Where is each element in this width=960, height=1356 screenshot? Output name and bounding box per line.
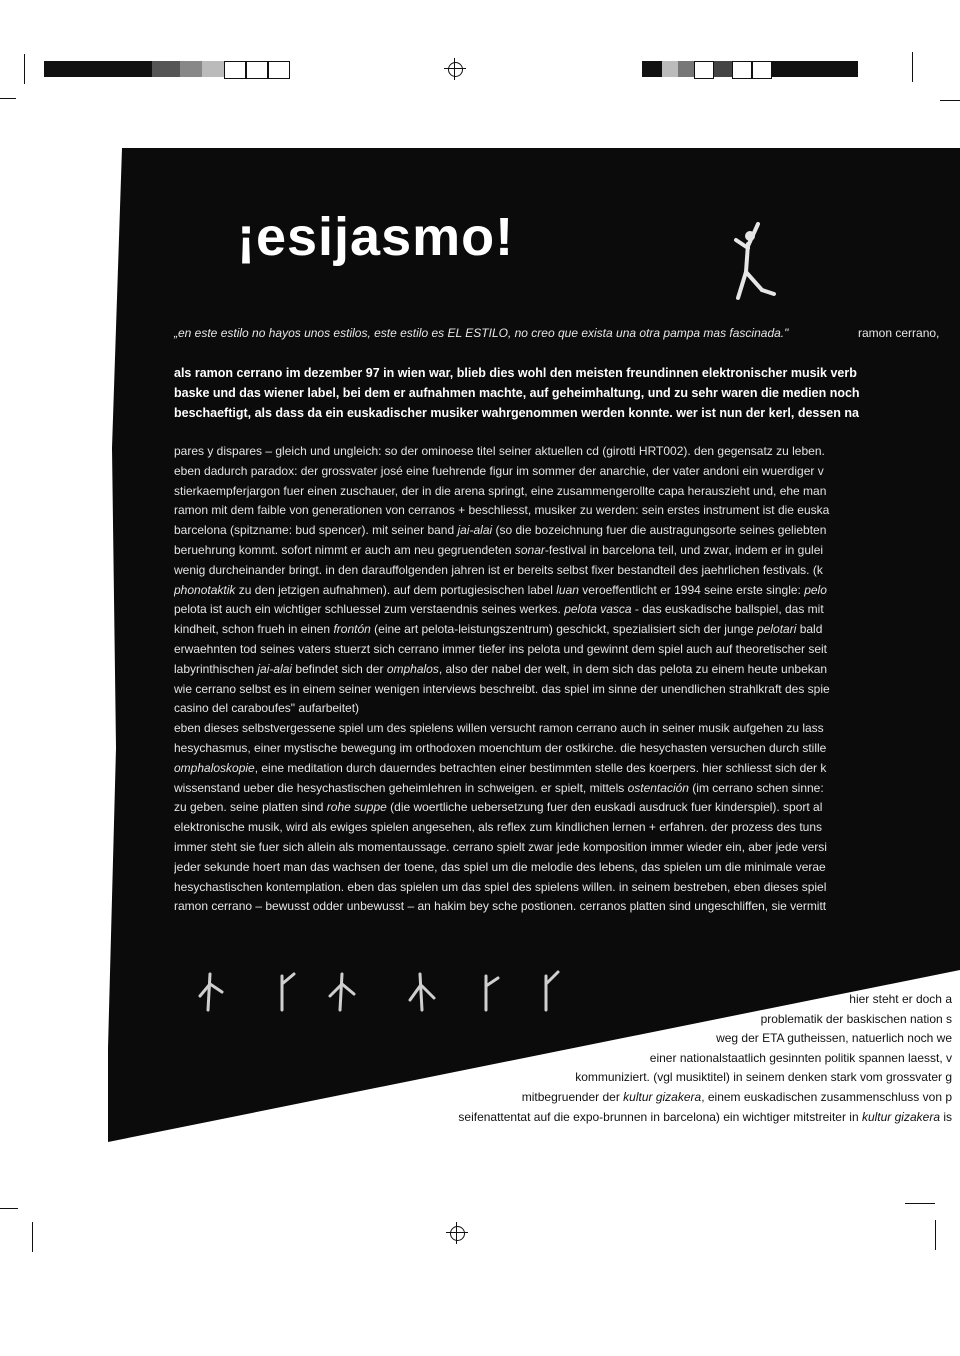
body-text-line: barcelona (spitzname: bud spencer). mit seiner band jai-alai (so die bozeichnung fuer die austragungsorte seines geliebten: [174, 523, 827, 538]
body-text-line: phonotaktik zu den jetzigen aufnahmen). auf dem portugiesischen label luan veroeffentlicht er 1994 seine erste single: pelo: [174, 582, 827, 597]
body-text-line: hesychasmus, einer mystische bewegung im orthodoxen moenchtum der ostkirche. die hesychasten versuchen durch stille: [174, 741, 827, 755]
crop-mark-bottom-left-h: [0, 1208, 18, 1209]
body-text-line: stierkaempferjargon fuer einen zuschauer, der in die arena springt, eine zusammengerollte capa herauszieht und, ehe man: [174, 483, 827, 498]
body-text-line: beruehrung kommt. sofort nimmt er auch am neu gegruendeten sonar-festival in barcelona teil, und zwar, indem er in gulei: [174, 543, 824, 557]
crop-mark-bottom-right-h: [905, 1203, 935, 1204]
body-text-line: wissenstand ueber die hesychastischen geheimlehren in schweigen. er spielt, mittels ostentación (im cerrano schen sinne:: [174, 780, 824, 795]
opening-quote: „en este estilo no hayos unos estilos, este estilo es EL ESTILO, no creo que exista una otra pampa mas fascinada.": [174, 326, 789, 340]
crop-mark-top-left: [24, 54, 25, 84]
crop-mark-bottom-right: [935, 1220, 936, 1250]
continuation-text-line: einer nationalstaatlich gesinnten politik spannen laesst, v: [649, 1050, 952, 1065]
lead-line: als ramon cerrano im dezember 97 in wien war, blieb dies wohl den meisten freundinnen elektronischer musik verb: [174, 366, 857, 380]
color-bar-left: [44, 61, 290, 77]
body-text-line: elektronische musik, wird als ewiges spielen angesehen, als reflex zum kindlichen lernen + erfahren. der prozess des tuns: [174, 820, 823, 835]
quote-attribution: ramon cerrano,: [858, 326, 940, 340]
body-text-line: eben dadurch paradox: der grossvater josé eine fuehrende figur im sommer der anarchie, der vater andoni ein wuerdiger v: [174, 463, 824, 478]
body-text-line: hesychastischen kontemplation. eben das spielen um das spiel des spielens willen. in seinem bestreben, eben dieses spiel: [174, 879, 827, 894]
registration-mark-bottom: [446, 1222, 468, 1244]
body-text-line: casino del caraboufes" aufarbeitet): [174, 701, 360, 716]
body-text-line: immer steht sie fuer sich allein als momentaussage. cerrano spielt zwar jede komposition immer wieder ein, aber jede versi: [174, 840, 827, 854]
body-text-line: wenig durcheinander bringt. in den darauffolgenden jahren ist er bereits selbst fixer bestandteil des jaehrlichen festivals. (k: [174, 562, 823, 577]
article-title: ¡esijasmo!: [237, 207, 515, 267]
body-text-line: zu geben. seine platten sind rohe suppe (die woertliche uebersetzung fuer den euskadi ausdruck fuer kinderspiel). sport al: [174, 800, 823, 815]
continuation-text-line: seifenattentat auf die expo-brunnen in barcelona) ein wichtiger mitstreiter in kultur gizakera is: [458, 1109, 952, 1124]
jumping-player-figure: [718, 210, 788, 310]
lead-line: beschaeftigt, als dass da ein euskadischer musiker wahrgenommen werden konnte. wer ist nun der kerl, dessen na: [174, 406, 859, 420]
body-text-line: pelota ist auch ein wichtiger schluessel zum verstaendnis seines werkes. pelota vasca - das euskadische ballspiel, das mit: [174, 602, 824, 617]
body-text-line: kindheit, schon frueh in einen frontón (eine art pelota-leistungszentrum) geschickt, spezialisiert sich der junge pelotari bald: [174, 622, 823, 637]
body-text-line: ramon mit dem faible von generationen von cerranos + beschliesst, musiker zu werden: sein erstes instrument ist die euska: [174, 503, 830, 518]
body-text-line: eben dieses selbstvergessene spiel um des spielens willen versucht ramon cerrano auch in seiner musik aufgehen zu lass: [174, 721, 824, 736]
body-text-line: erwaehnten tod seines vaters stuerzt sich cerrano immer tiefer ins pelota und gewinnt dem spiel auch auf theoretischer seit: [174, 642, 828, 656]
body-text-line: jeder sekunde hoert man das wachsen der toene, das spiel um die melodie des lebens, das spielen um die minimale verae: [174, 859, 826, 874]
continuation-text-line: hier steht er doch a: [849, 992, 952, 1006]
crop-mark-top-right-h: [940, 100, 960, 101]
crop-mark-bottom-left: [32, 1222, 33, 1252]
registration-mark-top: [444, 58, 466, 80]
body-text-line: wie cerrano selbst es in einem seiner wenigen interviews beschreibt. das spiel im sinne der unendlichen strahlkraft des spie: [174, 681, 830, 696]
continuation-text-line: kommuniziert. (vgl musiktitel) in seinem denken stark vom grossvater g: [575, 1070, 952, 1085]
crop-mark-top-right: [912, 52, 913, 82]
body-text-line: ramon cerrano – bewusst odder unbewusst – an hakim bey sche postionen. cerranos platten sind ungeschliffen, sie vermitt: [174, 899, 827, 914]
body-text-line: pares y dispares – gleich und ungleich: so der ominoese titel seiner aktuellen cd (girotti HRT002). den gegensatz zu leben.: [174, 444, 825, 458]
lead-line: baske und das wiener label, bei dem er aufnahmen machte, auf geheimhaltung, und zu sehr waren die medien noch: [174, 386, 860, 400]
continuation-text-line: problematik der baskischen nation s: [760, 1011, 952, 1026]
color-bar-right: [642, 61, 858, 77]
continuation-text-line: mitbegruender der kultur gizakera, einem euskadischen zusammenschluss von p: [521, 1090, 952, 1104]
body-text-line: labyrinthischen jai-alai befindet sich der omphalos, also der nabel der welt, in dem sich das pelota zu einem heute unbekan: [174, 661, 828, 676]
continuation-text-line: weg der ETA gutheissen, natuerlich noch we: [716, 1031, 952, 1046]
body-text-line: omphaloskopie, eine meditation durch dauerndes betrachten einer bestimmten stelle des koerpers. hier schliesst sich der k: [174, 760, 827, 775]
crop-mark-top-left-h: [0, 98, 16, 99]
pelota-players-silhouettes: [196, 966, 616, 1016]
